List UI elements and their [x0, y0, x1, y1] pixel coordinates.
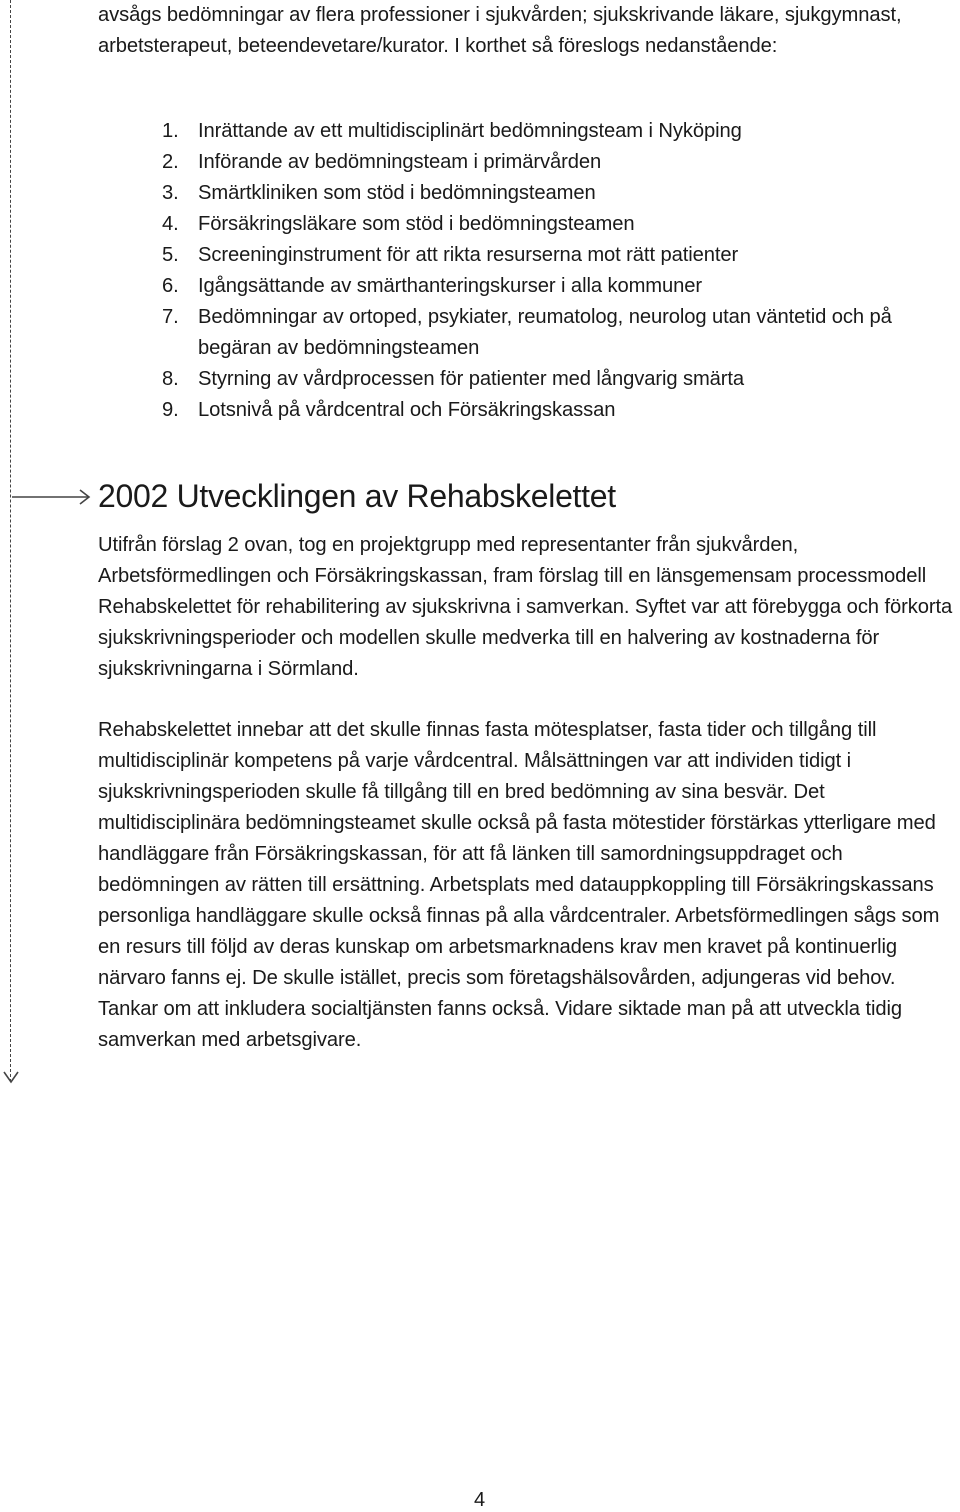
list-item — [162, 271, 952, 302]
list-item-number: 1. — [162, 120, 179, 142]
proposal-list — [162, 116, 952, 426]
list-item — [162, 302, 952, 364]
list-item-number: 3. — [162, 182, 179, 204]
list-item-text: Bedömningar av ortoped, psykiater, reumatolog, neurolog utan väntetid och på begäran av bedömningsteamen — [198, 306, 892, 359]
list-item-text: Lotsnivå på vårdcentral och Försäkringskassan — [198, 399, 616, 421]
timeline-arrow-down-icon — [2, 1068, 20, 1086]
list-item-number: 7. — [162, 306, 179, 328]
page-number: 4 — [474, 1489, 486, 1511]
list-item — [162, 178, 952, 209]
list-item-number: 4. — [162, 213, 179, 235]
list-item-text: Igångsättande av smärthanteringskurser i alla kommuner — [198, 275, 703, 297]
list-item-number: 8. — [162, 368, 179, 390]
list-item-text: Styrning av vårdprocessen för patienter med långvarig smärta — [198, 368, 745, 390]
section-heading: 2002 Utvecklingen av Rehabskelettet — [98, 478, 616, 514]
list-item — [162, 240, 952, 271]
list-item-number: 9. — [162, 399, 179, 421]
list-item — [162, 147, 952, 178]
section-paragraph-1: Utifrån förslag 2 ovan, tog en projektgrupp med representanter från sjukvården, Arbetsförmedlingen och Försäkringskassan, fram förslag till en länsgemensam processmodell Rehabskelettet för rehabilitering av sjukskrivna i samverkan. Syftet var att förebygga och förkorta sjukskrivningsperioder och modellen skulle medverka till en halvering av kostnaderna för sjukskrivningarna i Sörmland. — [98, 534, 953, 680]
list-item — [162, 395, 952, 426]
intro-paragraph: avsågs bedömningar av flera professioner i sjukvården; sjukskrivande läkare, sjukgymnast, arbetsterapeut, beteendevetare/kurator. I korthet så föreslogs nedanstående: — [98, 4, 902, 57]
list-item — [162, 116, 952, 147]
list-item — [162, 209, 952, 240]
list-item-text: Försäkringsläkare som stöd i bedömningsteamen — [198, 213, 635, 235]
list-item-text: Införande av bedömningsteam i primärvården — [198, 151, 602, 173]
list-item-number: 5. — [162, 244, 179, 266]
timeline-dashed-line — [10, 0, 11, 1082]
list-item-number: 2. — [162, 151, 179, 173]
list-item-text: Inrättande av ett multidisciplinärt bedömningsteam i Nyköping — [198, 120, 742, 142]
timeline-arrow-right-icon — [12, 487, 92, 507]
list-item-text: Smärtkliniken som stöd i bedömningsteamen — [198, 182, 596, 204]
list-item — [162, 364, 952, 395]
section-paragraph-2: Rehabskelettet innebar att det skulle finnas fasta mötesplatser, fasta tider och tillgång till multidisciplinär kompetens på varje vårdcentral. Målsättningen var att individen tidigt i sjukskrivningsperioden skulle få tillgång till en bred bedömning av sina besvär. Det multidisciplinära bedömningsteamet skulle också på fasta mötestider förstärkas ytterligare med handläggare från Försäkringskassan, för att få länken till samordningsuppdraget och bedömningen av rätten till ersättning. Arbetsplats med datauppkoppling till Försäkringskassans personliga handläggare skulle också finnas på alla vårdcentraler. Arbetsförmedlingen sågs som en resurs till följd av deras kunskap om arbetsmarknadens krav men kravet på kontinuerlig närvaro fanns ej. De skulle istället, precis som företagshälsovården, adjungeras vid behov. Tankar om att inkludera socialtjänsten fanns också. Vidare siktade man på att utveckla tidig samverkan med arbetsgivare. — [98, 719, 940, 1051]
list-item-text: Screeninginstrument för att rikta resurserna mot rätt patienter — [198, 244, 739, 266]
list-item-number: 6. — [162, 275, 179, 297]
